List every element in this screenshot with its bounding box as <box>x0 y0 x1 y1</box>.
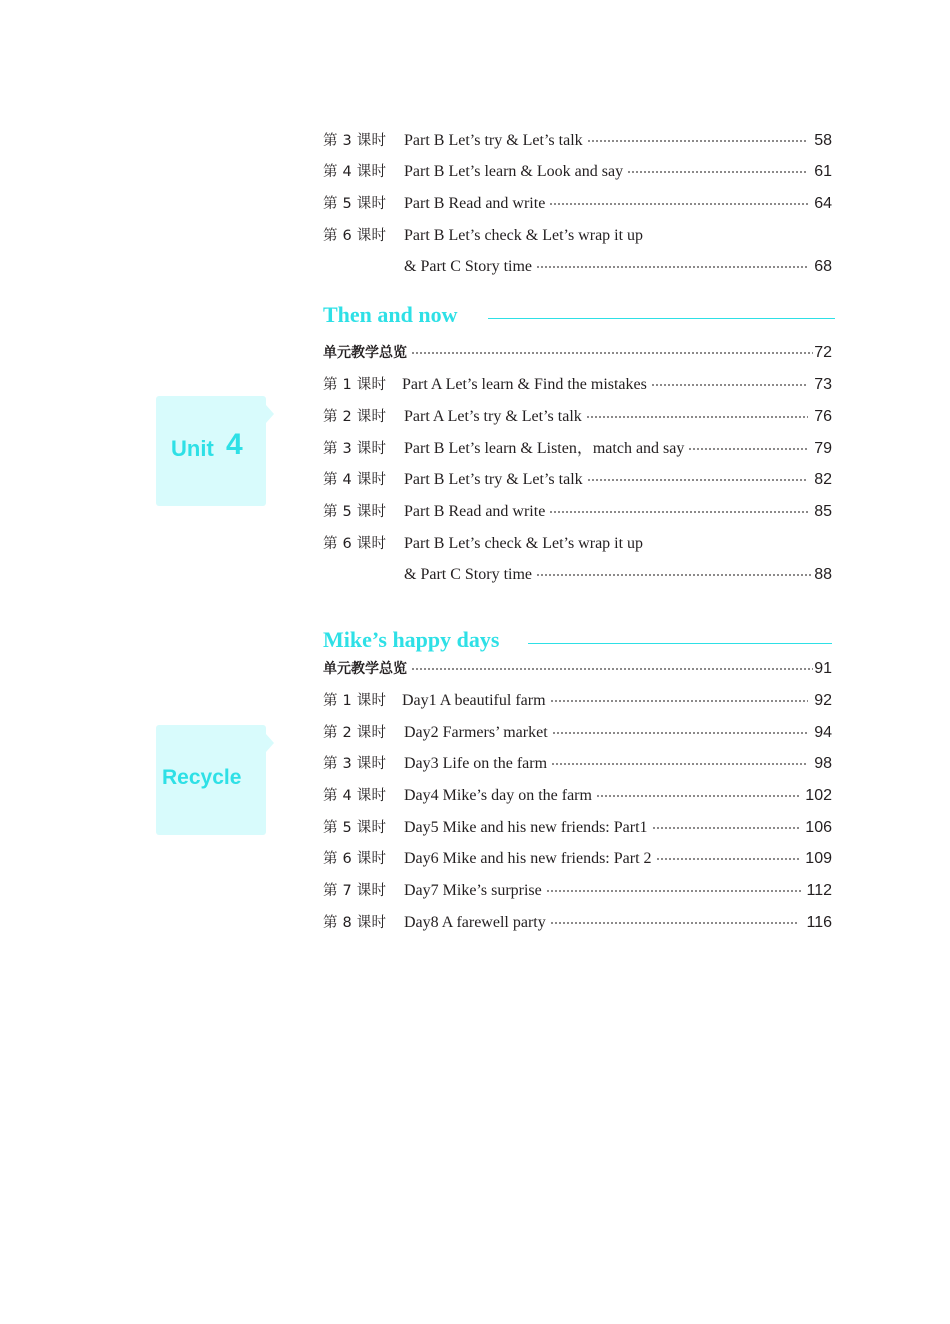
toc-entry[interactable] <box>0 721 950 745</box>
page-number: 92 <box>814 692 832 709</box>
page-number: 76 <box>814 408 832 425</box>
toc-entry[interactable] <box>0 468 950 492</box>
toc-entry-overview[interactable] <box>0 341 950 365</box>
dot-leader <box>411 662 813 677</box>
toc-entry[interactable] <box>0 784 950 808</box>
dot-leader <box>587 134 808 149</box>
page-number: 73 <box>814 376 832 393</box>
dot-leader <box>550 916 798 931</box>
page-number: 106 <box>805 819 832 836</box>
page-number: 91 <box>814 660 832 677</box>
toc-entry[interactable] <box>0 879 950 903</box>
lesson-title: Day7 Mike’s surprise <box>404 882 542 899</box>
toc-entry[interactable] <box>0 532 950 556</box>
dot-leader <box>552 726 808 741</box>
dot-leader <box>652 821 800 836</box>
dot-leader <box>536 260 808 275</box>
lesson-number: 第 3 课时 <box>323 441 387 457</box>
dot-leader <box>411 346 813 361</box>
lesson-title: Day4 Mike’s day on the farm <box>404 787 592 804</box>
unit-overview-label: 单元教学总览 <box>323 661 407 677</box>
lesson-title: Day8 A farewell party <box>404 914 546 931</box>
lesson-number: 第 3 课时 <box>323 133 387 149</box>
lesson-number: 第 4 课时 <box>323 164 387 180</box>
page-number: 94 <box>814 724 832 741</box>
toc-entry-continued[interactable] <box>0 255 950 279</box>
lesson-title: Part A Let’s try & Let’s talk <box>404 408 582 425</box>
page-number: 85 <box>814 503 832 520</box>
lesson-number: 第 7 课时 <box>323 883 387 899</box>
dot-leader <box>587 473 808 488</box>
dot-leader <box>627 165 808 180</box>
page-number: 98 <box>814 755 832 772</box>
lesson-title: Day5 Mike and his new friends: Part1 <box>404 819 648 836</box>
toc-entry-overview[interactable] <box>0 657 950 681</box>
unit-tab-label: Unit <box>171 436 214 461</box>
toc-entry[interactable] <box>0 816 950 840</box>
toc-entry[interactable] <box>0 373 950 397</box>
page-number: 64 <box>814 195 832 212</box>
lesson-number: 第 5 课时 <box>323 820 387 836</box>
lesson-title: Day6 Mike and his new friends: Part 2 <box>404 850 652 867</box>
lesson-number: 第 6 课时 <box>323 536 387 552</box>
dot-leader <box>549 197 808 212</box>
toc-entry[interactable] <box>0 437 950 461</box>
page-number: 68 <box>814 258 832 275</box>
lesson-number: 第 4 课时 <box>323 788 387 804</box>
toc-entry[interactable] <box>0 847 950 871</box>
lesson-number: 第 1 课时 <box>323 377 387 393</box>
page-number: 61 <box>814 163 832 180</box>
toc-entry[interactable] <box>0 129 950 153</box>
page-number: 82 <box>814 471 832 488</box>
page-number: 88 <box>814 566 832 583</box>
dot-leader <box>551 757 808 772</box>
unit-heading: Mike’s happy days <box>323 627 500 652</box>
lesson-title-continued: & Part C Story time <box>404 566 532 583</box>
lesson-title-continued: & Part C Story time <box>404 258 532 275</box>
lesson-number: 第 1 课时 <box>323 693 387 709</box>
dot-leader <box>546 884 802 899</box>
dot-leader <box>651 378 808 393</box>
page-number: 116 <box>806 914 832 931</box>
toc-entry[interactable] <box>0 689 950 713</box>
recycle-tab-label: Recycle <box>162 766 242 789</box>
lesson-title: Part B Read and write <box>404 195 546 212</box>
toc-entry[interactable] <box>0 500 950 524</box>
lesson-title: Day2 Farmers’ market <box>404 724 548 741</box>
lesson-title: Day1 A beautiful farm <box>402 692 546 709</box>
dot-leader <box>586 410 808 425</box>
lesson-title: Part B Let’s check & Let’s wrap it up <box>404 535 644 552</box>
lesson-number: 第 6 课时 <box>323 851 387 867</box>
lesson-number: 第 4 课时 <box>323 472 387 488</box>
lesson-title: Part B Read and write <box>404 503 546 520</box>
page-number: 58 <box>814 132 832 149</box>
toc-entry-continued[interactable] <box>0 563 950 587</box>
lesson-number: 第 8 课时 <box>323 915 387 931</box>
dot-leader <box>536 568 813 583</box>
lesson-title: Part B Let’s check & Let’s wrap it up <box>404 227 644 244</box>
toc-entry[interactable] <box>0 911 950 935</box>
unit-tab-number: 4 <box>226 428 243 461</box>
lesson-title: Part B Let’s learn & Listen，match and say <box>404 440 685 457</box>
page-number: 109 <box>805 850 832 867</box>
lesson-title: Part B Let’s try & Let’s talk <box>404 471 583 488</box>
heading-rule <box>488 318 835 319</box>
lesson-title: Part B Let’s learn & Look and say <box>404 163 624 180</box>
unit-overview-label: 单元教学总览 <box>323 345 407 361</box>
page-number: 102 <box>805 787 832 804</box>
toc-entry[interactable] <box>0 192 950 216</box>
heading-rule <box>528 643 832 644</box>
dot-leader <box>549 505 808 520</box>
lesson-title: Part B Let’s try & Let’s talk <box>404 132 583 149</box>
dot-leader <box>550 694 808 709</box>
toc-entry[interactable] <box>0 752 950 776</box>
unit-heading: Then and now <box>323 302 458 327</box>
lesson-number: 第 2 课时 <box>323 725 387 741</box>
dot-leader <box>596 789 800 804</box>
toc-entry[interactable] <box>0 224 950 248</box>
lesson-number: 第 3 课时 <box>323 756 387 772</box>
dot-leader <box>656 852 800 867</box>
lesson-number: 第 6 课时 <box>323 228 387 244</box>
lesson-number: 第 5 课时 <box>323 504 387 520</box>
page-number: 79 <box>814 440 832 457</box>
page-number: 72 <box>814 344 832 361</box>
lesson-number: 第 2 课时 <box>323 409 387 425</box>
dot-leader <box>688 442 808 457</box>
toc-entry[interactable] <box>0 405 950 429</box>
lesson-title: Part A Let’s learn & Find the mistakes <box>402 376 647 393</box>
lesson-number: 第 5 课时 <box>323 196 387 212</box>
lesson-title: Day3 Life on the farm <box>404 755 548 772</box>
page-number: 112 <box>806 882 832 899</box>
toc-entry[interactable] <box>0 160 950 184</box>
